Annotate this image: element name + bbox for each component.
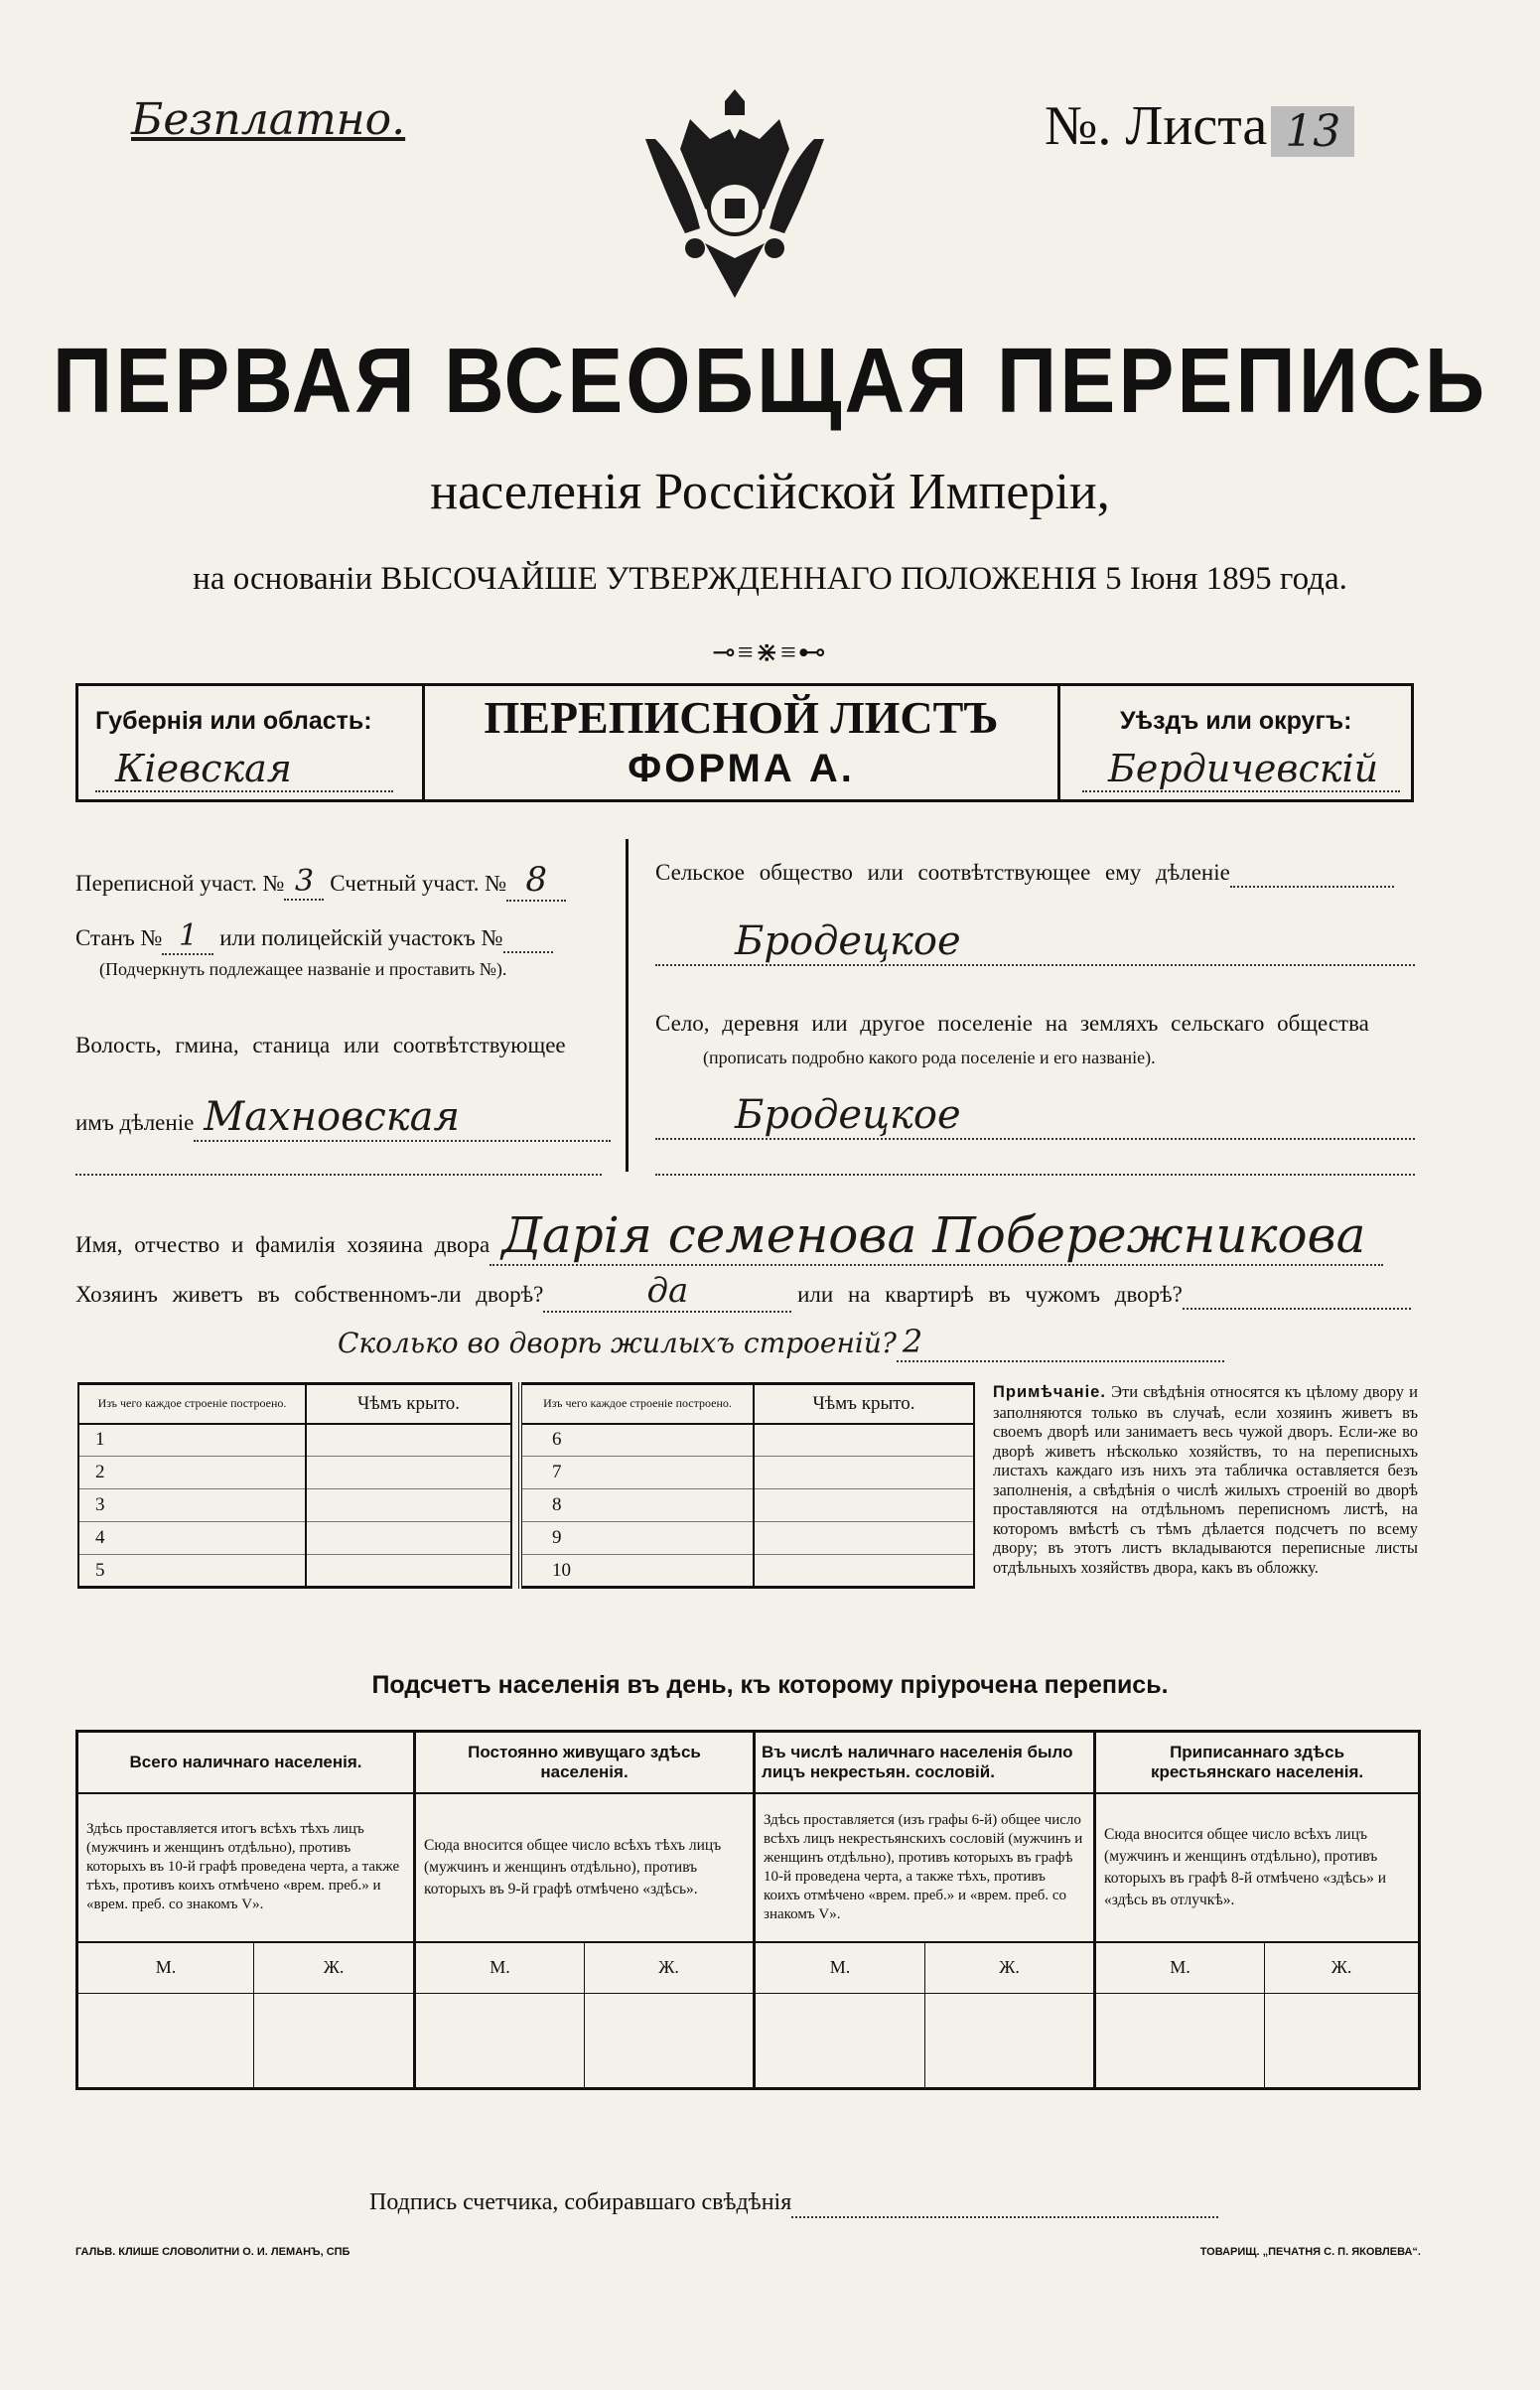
schet-uchastok-label: Счетный участ. № — [330, 871, 507, 896]
owner-lives-label: Хозяинъ живетъ въ собственномъ-ли дворѣ? — [75, 1282, 544, 1307]
signature-label: Подпись счетчика, собиравшаго свѣдѣнія — [369, 2189, 792, 2215]
building-row-number: 5 — [78, 1555, 306, 1588]
buildings-table-left — [77, 1382, 512, 1589]
count-col-desc: Здѣсь проставляется (изъ графы 6-й) общее число всѣхъ лицъ некрестьянскихъ сословій (мужчинъ и женщинъ отдѣльно), противъ которыхъ въ графѣ 10-й проведена черта, а также тѣхъ, противъ коихъ отмѣчено «врем. преб.» и «врем. преб. со знакомъ V». — [755, 1793, 1095, 1942]
count-cell — [254, 1994, 415, 2089]
column-divider — [626, 839, 629, 1172]
form-box-right-divider — [1057, 683, 1060, 802]
police-label: или полицейскій участокъ № — [219, 925, 503, 950]
volost-row — [75, 1094, 611, 1142]
count-col-desc: Сюда вносится общее число всѣхъ тѣхъ лицъ (мужчинъ и женщинъ отдѣльно), противъ которыхъ въ 9-й графѣ отмѣчено «здѣсь». — [415, 1793, 755, 1942]
population-count-title: Подсчетъ населенія въ день, къ которому пріурочена перепись. — [371, 1671, 1169, 1699]
buildings-table-right — [518, 1382, 975, 1589]
society-label: Сельское общество или соотвѣтствующее ему дѣленіе — [655, 860, 1230, 885]
count-cell — [1265, 1994, 1420, 2089]
free-label: Безплатно. — [131, 94, 406, 145]
owner-lives-value: да — [543, 1271, 791, 1313]
count-m-header: М. — [1095, 1942, 1265, 1994]
village-value: Бродецкое — [655, 1092, 1415, 1140]
buildings-note-title: Примѣчаніе. — [993, 1383, 1106, 1401]
volost-label-2: имъ дѣленіе — [75, 1110, 195, 1135]
building-row-number: 4 — [78, 1522, 306, 1555]
stan-value: 1 — [162, 918, 213, 955]
count-zh-header: Ж. — [1265, 1942, 1420, 1994]
population-count-table — [75, 1730, 1421, 2090]
stan-label: Станъ № — [75, 925, 163, 950]
count-m-header: М. — [755, 1942, 925, 1994]
buildings-note — [993, 1382, 1418, 1577]
buildings-col-roof: Чѣмъ крыто. — [306, 1384, 511, 1424]
owner-name-value: Дарія семенова Побережникова — [490, 1206, 1383, 1266]
buildings-note-text: Эти свѣдѣнія относятся къ цѣлому двору и заполняются только въ случаѣ, если хозяинъ живетъ въ своемъ дворѣ или занимаетъ весь чужой дворъ. Если-же во дворѣ живетъ нѣсколько хозяйствъ, то на переписныхъ листахъ каждаго изъ нихъ эта табличка оставляется безъ заполненія, а свѣдѣнія о числѣ жилыхъ строеній во дворѣ проставляются на отдѣльномъ переписномъ листѣ, на которомъ вмѣстѣ съ тѣмъ дѣлается подсчетъ по всему двору; въ этотъ листъ вкладываются переписные листы отдѣльныхъ хозяйствъ двора, какъ въ обложку. — [993, 1382, 1418, 1577]
society-value: Бродецкое — [655, 918, 1415, 966]
building-row-number: 8 — [520, 1489, 754, 1522]
page-subtitle: населенія Россійской Имперіи, — [430, 464, 1110, 520]
volost-extra-line — [75, 1172, 602, 1176]
signature-row — [369, 2189, 1218, 2218]
uezd-value: Бердичевскій — [1082, 747, 1400, 792]
police-note: (Подчеркнуть подлежащее названіе и проставить №). — [99, 959, 507, 979]
form-subtitle: ФОРМА А. — [628, 747, 855, 790]
count-col-desc: Сюда вносится общее число всѣхъ лицъ (мужчинъ и женщинъ отдѣльно), противъ которыхъ въ графѣ 8-й отмѣчено «здѣсь» и «здѣсь въ отлучкѣ». — [1095, 1793, 1420, 1942]
count-cell — [755, 1994, 925, 2089]
building-row-number: 1 — [78, 1424, 306, 1457]
buildings-col-roof: Чѣмъ крыто. — [754, 1384, 974, 1424]
schet-uchastok-value: 8 — [506, 860, 566, 902]
owner-rent-label: или на квартирѣ въ чужомъ дворѣ? — [797, 1282, 1183, 1307]
building-row-number: 3 — [78, 1489, 306, 1522]
count-col-head: Всего наличнаго населенія. — [77, 1732, 415, 1793]
count-cell — [585, 1994, 755, 2089]
imperial-eagle-emblem — [635, 79, 834, 328]
buildings-row — [338, 1323, 1224, 1362]
count-m-header: М. — [415, 1942, 585, 1994]
gubernia-label: Губернія или область: — [95, 707, 372, 735]
owner-lives-row — [75, 1271, 1411, 1313]
buildings-label: Сколько во дворѣ жилыхъ строеній? — [338, 1327, 897, 1359]
building-row-number: 7 — [520, 1457, 754, 1489]
owner-rent-value — [1183, 1282, 1411, 1310]
building-row-number: 9 — [520, 1522, 754, 1555]
count-cell — [415, 1994, 585, 2089]
printer-left: ГАЛЬВ. КЛИШЕ СЛОВОЛИТНИ О. И. ЛЕМАНЪ, СПБ — [75, 2246, 350, 2258]
count-m-header: М. — [77, 1942, 254, 1994]
village-extra-line — [655, 1172, 1415, 1176]
perepis-uchastok-row — [75, 860, 566, 902]
sheet-number — [1045, 94, 1354, 158]
buildings-col-built-of: Изъ чего каждое строеніе построено. — [78, 1384, 306, 1424]
perepis-uchastok-label: Переписной участ. № — [75, 871, 285, 896]
printer-right: ТОВАРИЩ. „ПЕЧАТНЯ С. П. ЯКОВЛЕВА“. — [1199, 2246, 1421, 2258]
perepis-uchastok-value: 3 — [284, 864, 324, 901]
uezd-label: Уѣздъ или округъ: — [1120, 707, 1352, 735]
sheet-number-label: №. Листа — [1045, 95, 1268, 157]
count-cell — [925, 1994, 1095, 2089]
page-title: ПЕРВАЯ ВСЕОБЩАЯ ПЕРЕПИСЬ — [52, 329, 1488, 432]
society-label-dots — [1230, 860, 1394, 888]
society-row — [655, 860, 1394, 888]
buildings-value: 2 — [897, 1323, 1224, 1362]
volost-label: Волость, гмина, станица или соотвѣтствующее — [75, 1033, 566, 1057]
count-zh-header: Ж. — [585, 1942, 755, 1994]
sheet-number-value: 13 — [1271, 106, 1354, 157]
ornament-divider: ⊸≡⋇≡⊷ — [712, 637, 828, 668]
count-cell — [77, 1994, 254, 2089]
building-row-number: 6 — [520, 1424, 754, 1457]
buildings-col-built-of: Изъ чего каждое строеніе построено. — [520, 1384, 754, 1424]
count-zh-header: Ж. — [925, 1942, 1095, 1994]
legal-basis: на основаніи ВЫСОЧАЙШЕ УТВЕРЖДЕННАГО ПОЛОЖЕНІЯ 5 Іюня 1895 года. — [193, 561, 1347, 597]
count-cell — [1095, 1994, 1265, 2089]
building-row-number: 2 — [78, 1457, 306, 1489]
count-zh-header: Ж. — [254, 1942, 415, 1994]
stan-row — [75, 918, 553, 955]
village-note: (прописать подробно какого рода поселеніе и его названіе). — [703, 1048, 1156, 1067]
owner-name-label: Имя, отчество и фамилія хозяина двора — [75, 1232, 490, 1257]
village-label: Село, деревня или другое поселеніе на земляхъ сельскаго общества — [655, 1011, 1369, 1036]
count-col-desc: Здѣсь проставляется итогъ всѣхъ тѣхъ лицъ (мужчинъ и женщинъ отдѣльно), противъ которыхъ въ 10-й графѣ проведена черта, а также тѣхъ, противъ коихъ отмѣчено «врем. преб.» и «врем. преб. со знакомъ V». — [77, 1793, 415, 1942]
count-col-head: Въ числѣ наличнаго населенія было лицъ некрестьян. сословій. — [755, 1732, 1095, 1793]
count-col-head: Приписаннаго здѣсь крестьянскаго населенія. — [1095, 1732, 1420, 1793]
count-col-head: Постоянно живущаго здѣсь населенія. — [415, 1732, 755, 1793]
gubernia-value: Кіевская — [95, 747, 393, 792]
building-row-number: 10 — [520, 1555, 754, 1588]
form-title: ПЕРЕПИСНОЙ ЛИСТЪ — [484, 692, 999, 743]
signature-line — [791, 2189, 1218, 2218]
police-value-blank — [503, 925, 553, 953]
volost-value: Махновская — [194, 1094, 611, 1142]
owner-row — [75, 1206, 1383, 1266]
